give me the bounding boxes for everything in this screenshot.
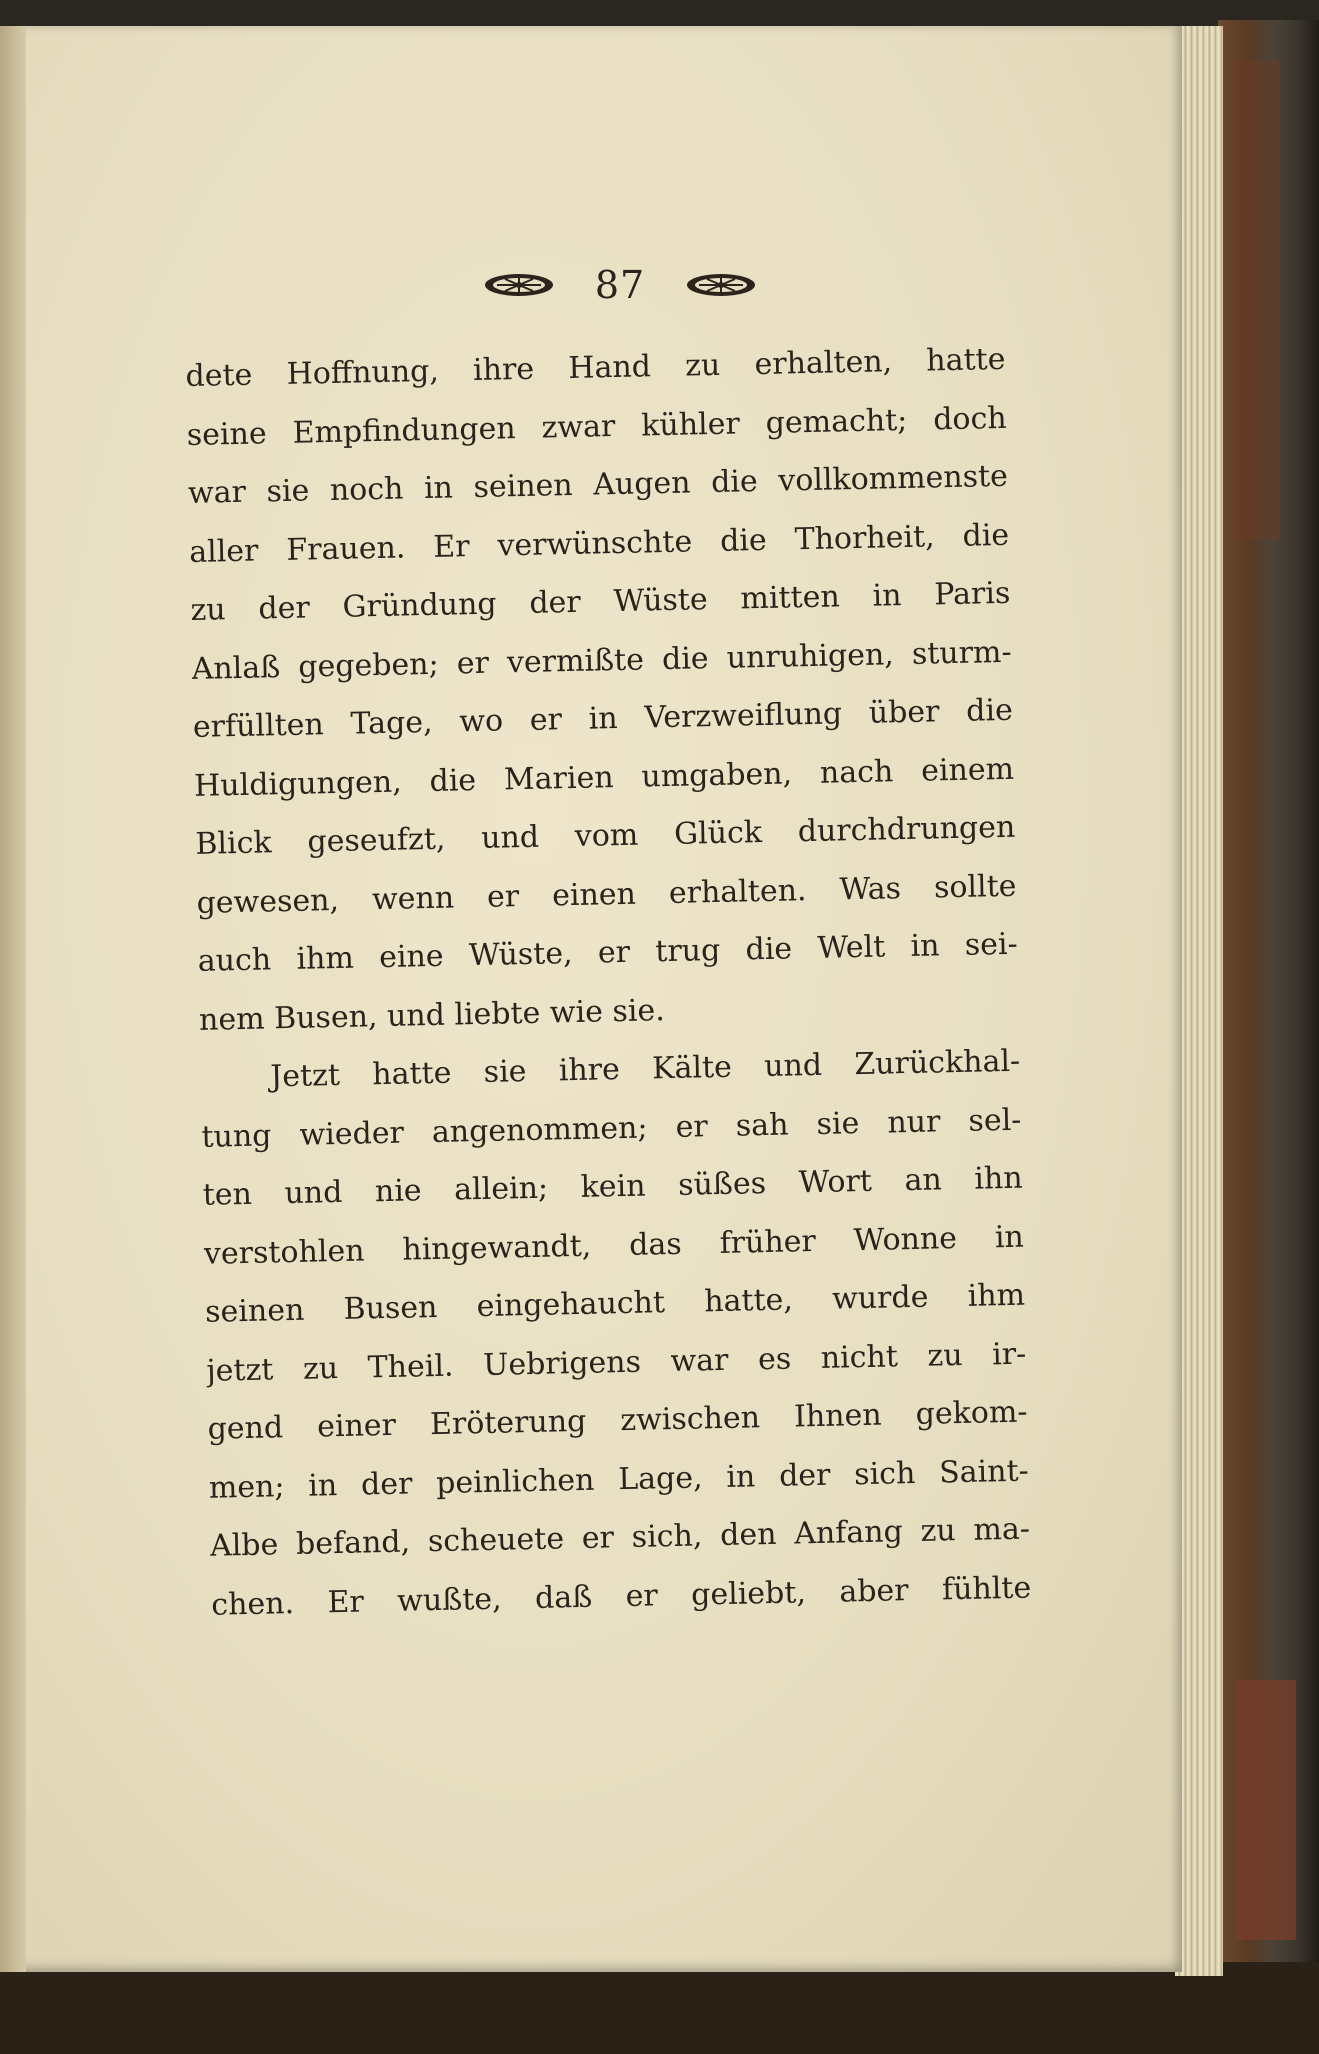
- text-line: Anlaß gegeben; er vermißte die unruhigen, sturm-: [191, 634, 1012, 687]
- text-line: war sie noch in seinen Augen die vollkommenste: [187, 458, 1009, 511]
- text-line: aller Frauen. Er verwünschte die Thorheit, die: [188, 517, 1010, 570]
- text-line: dete Hoffnung, ihre Hand zu erhalten, hatte: [185, 341, 1006, 394]
- cover-leather-corner: [1236, 1680, 1296, 1940]
- rosette-ornament-icon: [685, 271, 757, 299]
- paragraph: [200, 1033, 1032, 1635]
- text-line: erfüllten Tage, wo er in Verzweiflung über die: [192, 692, 1014, 745]
- text-line: Jetzt hatte sie ihre Kälte und Zurückhal-: [269, 1043, 1021, 1095]
- rosette-ornament-icon: [483, 271, 555, 299]
- cover-leather-wear: [1236, 60, 1280, 540]
- text-line: chen. Er wußte, daß er geliebt, aber fühlte: [210, 1570, 1032, 1623]
- text-line: tung wieder angenommen; er sah sie nur sel-: [201, 1102, 1022, 1155]
- text-line: Albe befand, scheuete er sich, den Anfang zu ma-: [209, 1511, 1031, 1564]
- page-number: 87: [594, 263, 646, 307]
- text-line: Blick geseufzt, und vom Glück durchdrungen: [195, 809, 1016, 862]
- text-line: jetzt zu Theil. Uebrigens war es nicht zu ir-: [206, 1336, 1027, 1389]
- page-edges: [1175, 26, 1223, 1976]
- text-line: auch ihm eine Wüste, er trug die Welt in sei-: [197, 926, 1019, 979]
- body-text: [185, 331, 1032, 1635]
- paragraph: [185, 331, 1020, 1050]
- text-line: seine Empfindungen zwar kühler gemacht; doch: [186, 400, 1008, 453]
- page-header: [380, 250, 860, 320]
- text-line: verstohlen hingewandt, das früher Wonne in: [203, 1219, 1025, 1272]
- text-line: gewesen, wenn er einen erhalten. Was sollte: [196, 868, 1017, 921]
- text-line: gend einer Eröterung zwischen Ihnen gekom-: [207, 1394, 1028, 1447]
- book-cover-bottom: [0, 1962, 1319, 2054]
- text-line: seinen Busen eingehaucht hatte, wurde ihm: [204, 1277, 1026, 1330]
- text-line: men; in der peinlichen Lage, in der sich Saint-: [208, 1453, 1030, 1506]
- page-gutter: [0, 26, 26, 1972]
- text-line: Huldigungen, die Marien umgaben, nach einem: [193, 751, 1015, 804]
- text-line: ten und nie allein; kein süßes Wort an ihn: [202, 1160, 1023, 1213]
- text-line: nem Busen, und liebte wie sie.: [198, 992, 666, 1038]
- text-line: zu der Gründung der Wüste mitten in Paris: [190, 575, 1011, 628]
